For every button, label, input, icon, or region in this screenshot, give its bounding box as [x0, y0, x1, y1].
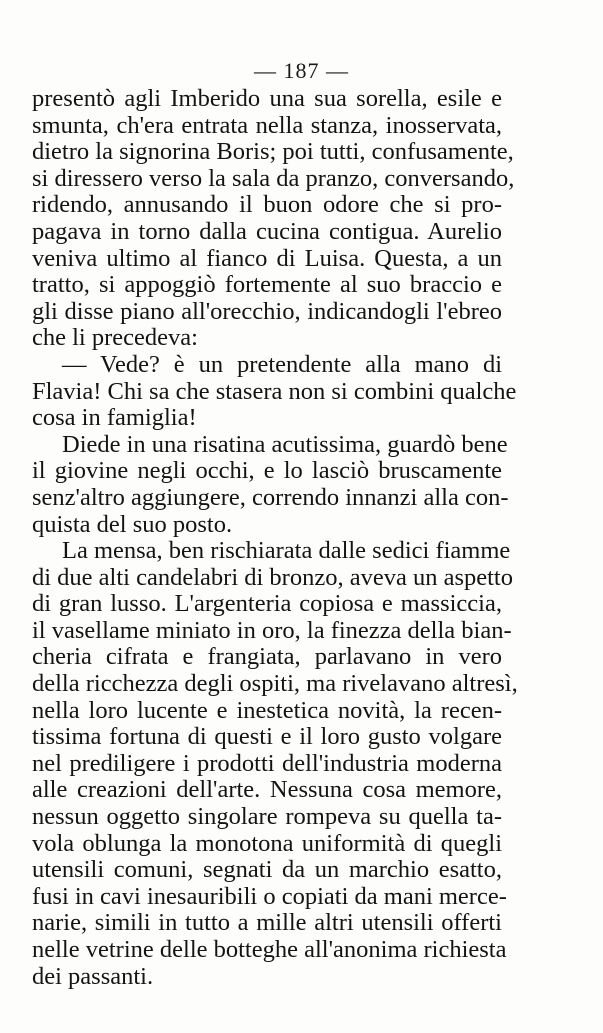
text-line: utensili comuni, segnati da un marchio esatto, — [32, 856, 502, 884]
body-text — [32, 85, 518, 990]
text-line: veniva ultimo al fianco di Luisa. Questa, a un — [32, 244, 502, 272]
text-line: Diede in una risatina acutissima, guardò bene — [62, 430, 508, 458]
text-line: della ricchezza degli ospiti, ma rivelavano altresì, — [32, 670, 518, 698]
text-line: dei passanti. — [32, 962, 154, 990]
text-line: dietro la signorina Boris; poi tutti, confusamente, — [32, 138, 514, 166]
text-line: di gran lusso. L'argenteria copiosa e massiccia, — [32, 590, 502, 618]
text-line: tissima fortuna di questi e il loro gusto volgare — [32, 723, 502, 751]
text-line: smunta, ch'era entrata nella stanza, inosservata, — [32, 111, 502, 139]
page-number: — 187 — — [254, 58, 349, 83]
text-line: il vasellame miniato in oro, la finezza della bian- — [32, 616, 512, 644]
text-line: quista del suo posto. — [32, 510, 233, 538]
text-line: cosa in famiglia! — [32, 404, 197, 432]
text-line: fusi in cavi inesauribili o copiati da mani merce- — [32, 882, 507, 910]
text-line: si diressero verso la sala da pranzo, conversando, — [32, 164, 515, 192]
text-line: tratto, si appoggiò fortemente al suo braccio e — [32, 271, 502, 299]
text-line: senz'altro aggiungere, correndo innanzi alla con- — [32, 483, 509, 511]
text-line: nel prediligere i prodotti dell'industria moderna — [32, 749, 502, 777]
text-line: vola oblunga la monotona uniformità di quegli — [32, 829, 502, 857]
text-line: pagava in torno dalla cucina contigua. Aurelio — [32, 217, 502, 245]
text-line: che li precedeva: — [32, 324, 198, 352]
text-line: nessun oggetto singolare rompeva su quella ta- — [32, 803, 502, 831]
text-line: Flavia! Chi sa che stasera non si combini qualche — [32, 377, 517, 405]
text-line: presentò agli Imberido una sua sorella, esile e — [32, 85, 502, 112]
text-line: narie, simili in tutto a mille altri utensili offerti — [32, 909, 502, 937]
text-line: nelle vetrine delle botteghe all'anonima richiesta — [32, 936, 507, 963]
text-line: di due alti candelabri di bronzo, aveva un aspetto — [32, 563, 513, 591]
text-line: — Vede? è un pretendente alla mano di — [62, 350, 502, 378]
text-line: nella loro lucente e inestetica novità, la recen- — [32, 696, 502, 724]
text-line: ridendo, annusando il buon odore che si pro- — [32, 191, 502, 219]
text-line: alle creazioni dell'arte. Nessuna cosa memore, — [32, 776, 502, 804]
text-line: il giovine negli occhi, e lo lasciò bruscamente — [32, 457, 502, 485]
text-line: cheria cifrata e frangiata, parlavano in vero — [32, 643, 502, 671]
text-line: La mensa, ben rischiarata dalle sedici fiamme — [62, 537, 511, 565]
text-line: gli disse piano all'orecchio, indicandogli l'ebreo — [32, 297, 502, 325]
